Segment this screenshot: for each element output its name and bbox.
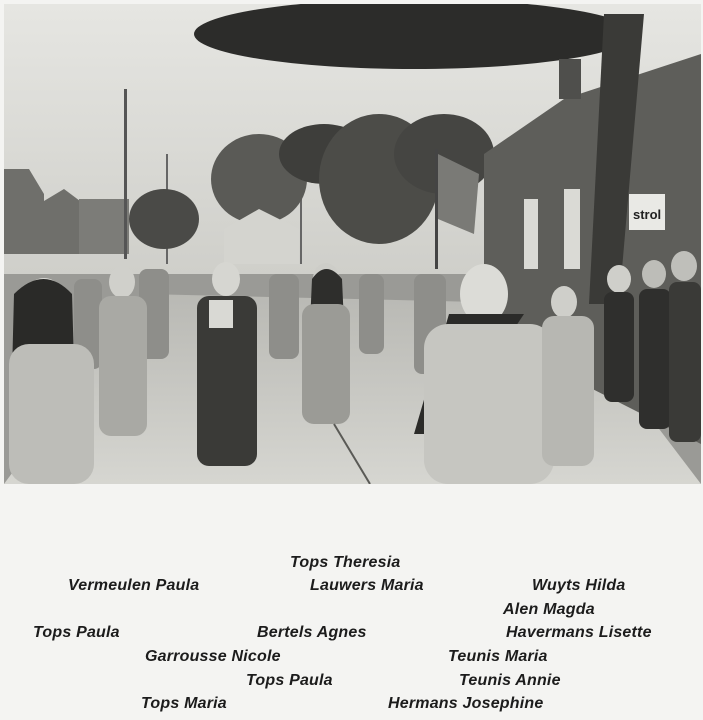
caption-name: Tops Paula: [33, 624, 120, 641]
caption-name: Havermans Lisette: [506, 624, 652, 641]
caption-name: Tops Theresia: [290, 554, 401, 571]
shop-sign: strol: [633, 207, 662, 222]
caption-name: Alen Magda: [503, 601, 595, 618]
caption-name: Tops Maria: [141, 695, 227, 712]
caption-name: Garrousse Nicole: [145, 648, 281, 665]
caption-name: Wuyts Hilda: [532, 577, 626, 594]
caption-name: Hermans Josephine: [388, 695, 544, 712]
name-caption: [0, 484, 703, 720]
caption-name: Tops Paula: [246, 672, 333, 689]
procession-photo: [4, 4, 701, 484]
caption-name: Bertels Agnes: [257, 624, 367, 641]
caption-name: Teunis Annie: [459, 672, 561, 689]
caption-name: Vermeulen Paula: [68, 577, 200, 594]
caption-name: Lauwers Maria: [310, 577, 424, 594]
caption-name: Teunis Maria: [448, 648, 548, 665]
